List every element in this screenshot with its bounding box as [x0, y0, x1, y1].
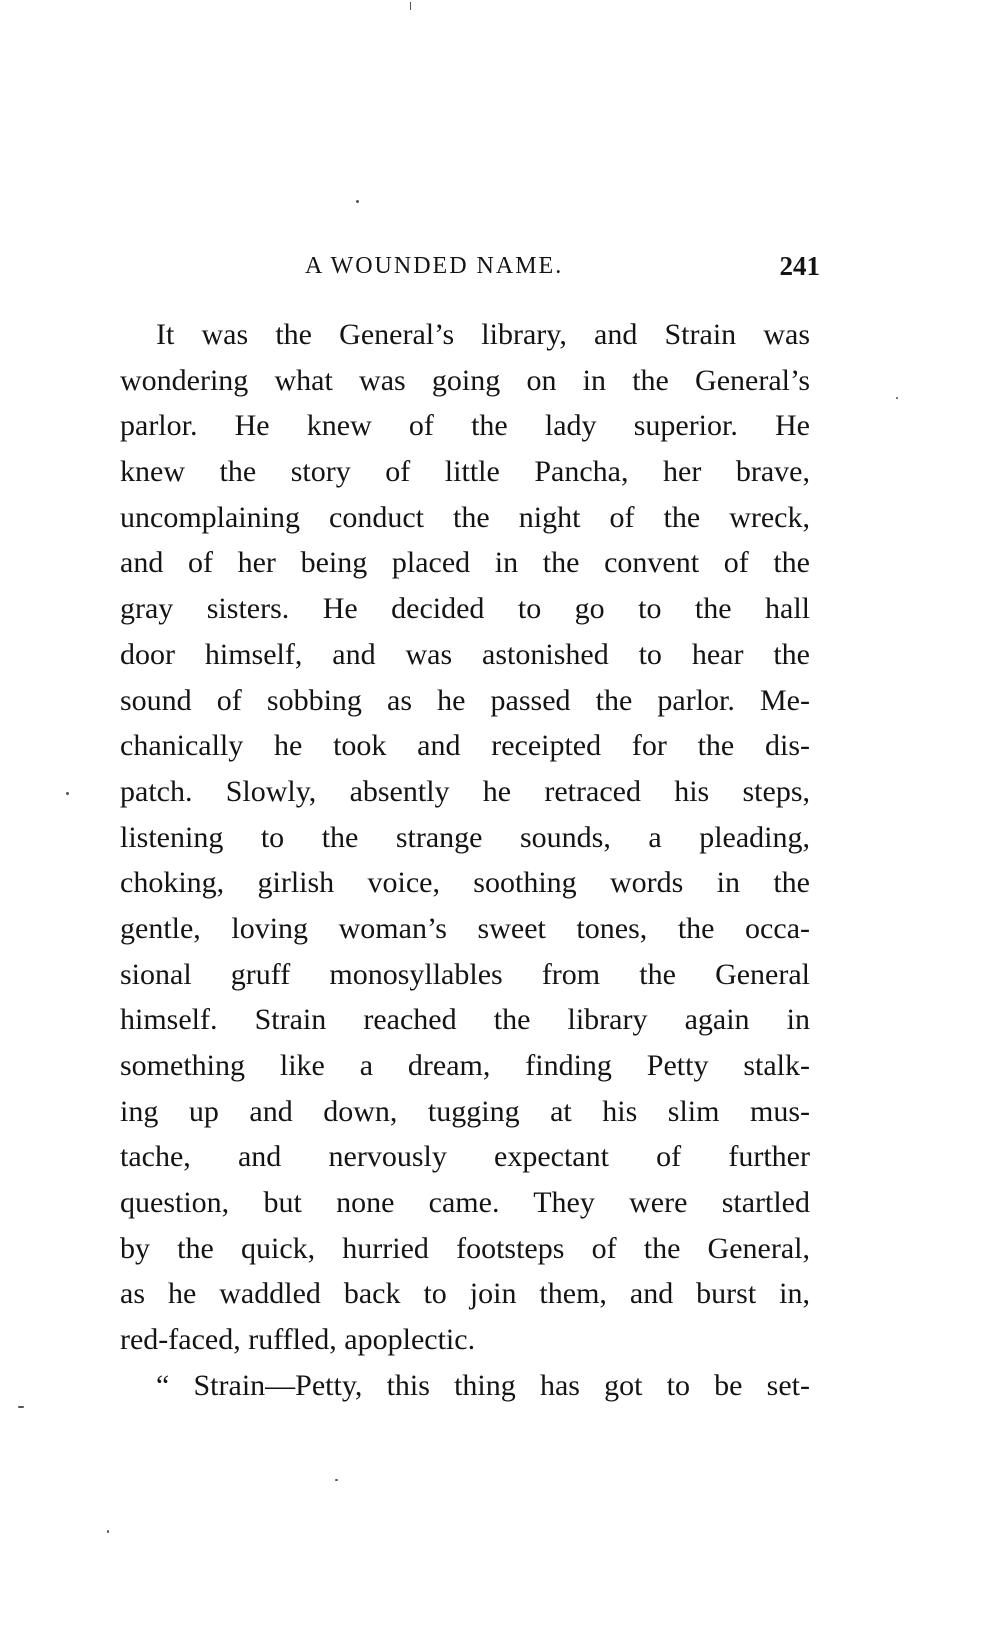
text-line: patch. Slowly, absently he retraced his steps, [120, 774, 810, 808]
scan-speck [107, 1530, 109, 1533]
scan-speck [410, 2, 411, 10]
text-line: sional gruff monosyllables from the General [120, 957, 810, 991]
text-line: listening to the strange sounds, a pleading, [120, 820, 810, 854]
scan-speck [896, 397, 898, 399]
text-line: tache, and nervously expectant of further [120, 1140, 810, 1174]
text-line: sound of sobbing as he passed the parlor. Me- [120, 683, 810, 717]
text-line: It was the General’s library, and Strain was [156, 318, 810, 351]
text-line: chanically he took and receipted for the dis- [120, 729, 810, 763]
page-number: 241 [779, 251, 820, 281]
text-line: gray sisters. He decided to go to the hall [120, 592, 810, 626]
text-line: by the quick, hurried footsteps of the General, [120, 1231, 810, 1265]
text-line: something like a dream, finding Petty stalk- [120, 1049, 810, 1082]
running-title: A WOUNDED NAME. [305, 253, 564, 279]
text-line: question, but none came. They were startled [120, 1186, 810, 1220]
text-line: uncomplaining conduct the night of the wreck, [120, 500, 810, 534]
text-line: knew the story of little Pancha, her brave, [120, 455, 810, 489]
text-line: and of her being placed in the convent of the [120, 546, 810, 580]
text-line: “ Strain—Petty, this thing has got to be set- [156, 1368, 810, 1402]
text-line: choking, girlish voice, soothing words in the [120, 866, 810, 900]
text-line: himself. Strain reached the library again in [120, 1003, 810, 1037]
text-line: ing up and down, tugging at his slim mus- [120, 1094, 810, 1128]
body-text [120, 312, 810, 1409]
text-line: door himself, and was astonished to hear the [120, 637, 810, 671]
page-header [120, 246, 820, 286]
scan-speck [356, 200, 359, 203]
text-line: parlor. He knew of the lady superior. He [120, 409, 810, 443]
scan-speck [335, 1479, 338, 1481]
scan-speck [18, 1406, 24, 1408]
text-line: wondering what was going on in the General’s [120, 363, 810, 397]
text-line: red-faced, ruffled, apoplectic. [120, 1323, 476, 1357]
text-line: gentle, loving woman’s sweet tones, the occa- [120, 911, 810, 945]
text-line: as he waddled back to join them, and burst in, [120, 1277, 810, 1311]
scan-speck [66, 792, 69, 795]
